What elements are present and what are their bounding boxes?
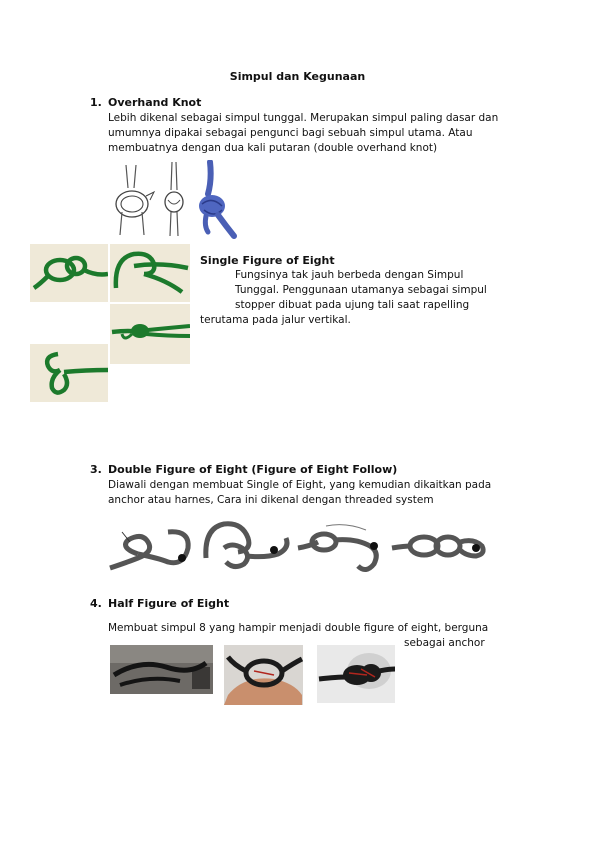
section-1-number: 1. (90, 96, 102, 109)
overhand-knot-drawing-1 (108, 160, 160, 240)
figure-eight-photo-4 (30, 344, 108, 402)
section-4-line-1: Membuat simpul 8 yang hampir menjadi double figure of eight, berguna (108, 622, 489, 634)
section-1-heading: Overhand Knot (108, 96, 202, 109)
section-3-number: 3. (90, 463, 102, 476)
half-figure-eight-photo-1 (110, 645, 213, 694)
double-figure-eight-step-2 (202, 518, 294, 574)
section-2-line-2: Tunggal. Penggunaan utamanya sebagai simpul (235, 284, 487, 296)
section-2-heading: Single Figure of Eight (200, 254, 335, 267)
section-1-line-1: Lebih dikenal sebagai simpul tunggal. Merupakan simpul paling dasar dan (108, 112, 499, 124)
half-figure-eight-photo-2 (224, 645, 303, 705)
overhand-knot-photo-blue (190, 160, 238, 240)
section-4-number: 4. (90, 597, 102, 610)
section-3-line-1: Diawali dengan membuat Single of Eight, yang kemudian dikaitkan pada (108, 479, 492, 491)
half-figure-eight-photo-3 (317, 645, 395, 703)
double-figure-eight-step-4 (390, 522, 490, 572)
double-figure-eight-step-1 (108, 518, 200, 574)
section-4-heading: Half Figure of Eight (108, 597, 230, 610)
figure-eight-photo-2 (110, 244, 190, 302)
overhand-knot-drawing-2 (158, 160, 190, 240)
section-2-line-3: stopper dibuat pada ujung tali saat rapelling (235, 299, 470, 311)
section-3-heading: Double Figure of Eight (Figure of Eight Follow) (108, 463, 398, 476)
double-figure-eight-step-3 (296, 518, 388, 574)
section-3-line-2: anchor atau harnes, Cara ini dikenal dengan threaded system (108, 494, 434, 506)
page-title: Simpul dan Kegunaan (229, 70, 366, 83)
figure-eight-photo-3 (110, 304, 190, 364)
figure-eight-photo-1 (30, 244, 108, 302)
section-1-line-3: membuatnya dengan dua kali putaran (double overhand knot) (108, 142, 438, 154)
section-4-line-2: sebagai anchor (404, 637, 485, 649)
section-2-line-4: terutama pada jalur vertikal. (200, 314, 351, 326)
section-1-line-2: umumnya dipakai sebagai pengunci bagi sebuah simpul utama. Atau (108, 127, 473, 139)
section-2-line-1: Fungsinya tak jauh berbeda dengan Simpul (235, 269, 464, 281)
